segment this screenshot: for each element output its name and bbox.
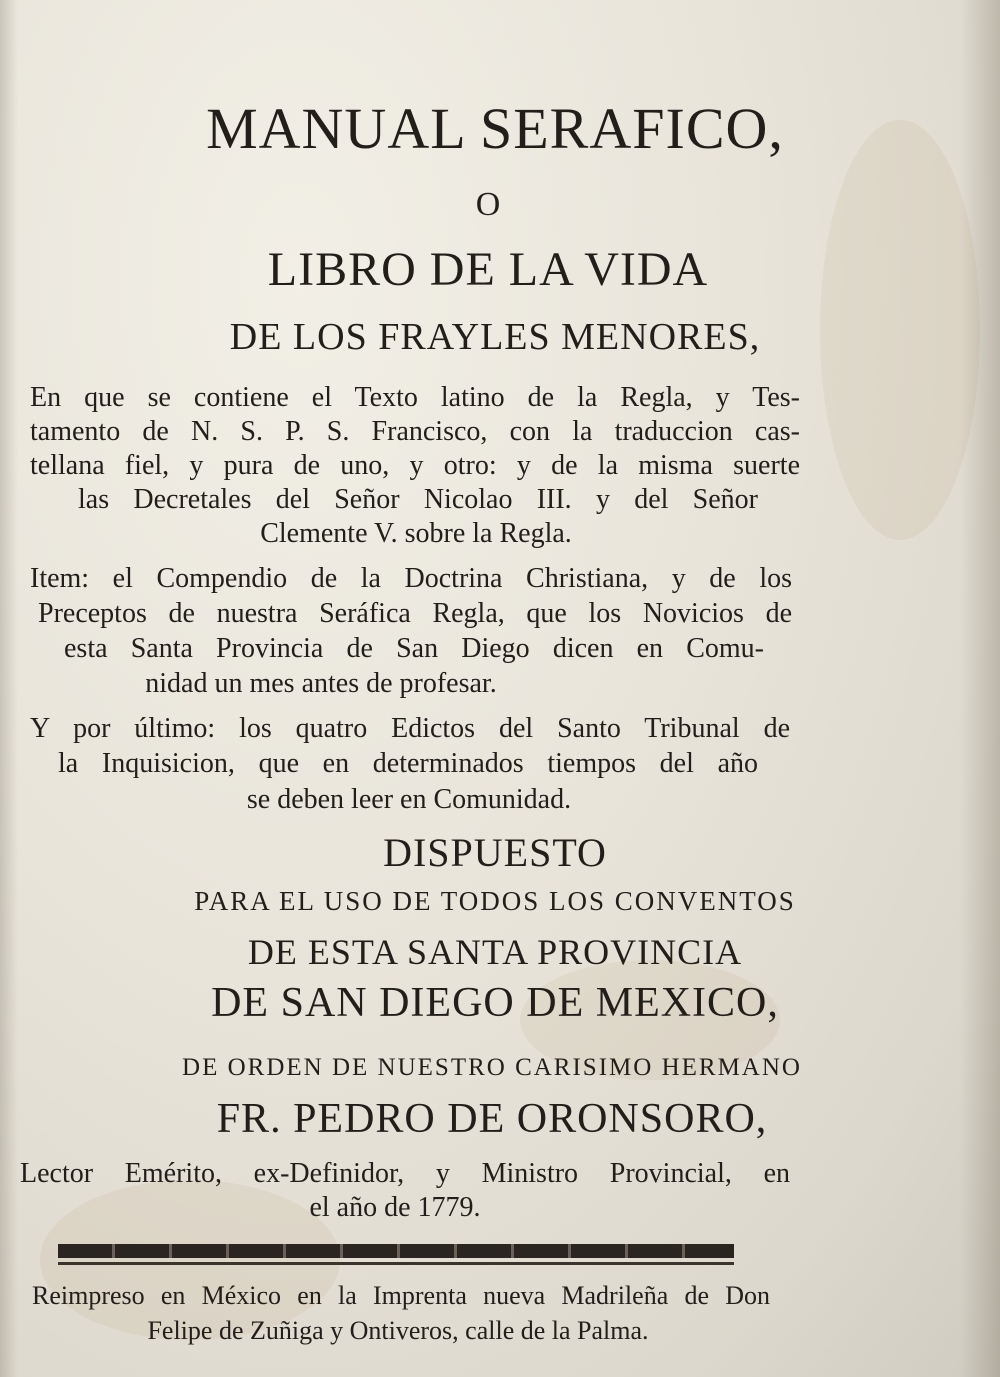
- title-line-3: LIBRO DE LA VIDA: [267, 243, 709, 296]
- dispuesto-heading: DISPUESTO: [383, 830, 607, 875]
- paragraph-1-line: tamento de N. S. P. S. Francisco, con la traduccion cas-: [30, 416, 800, 447]
- paragraph-4-line: Lector Emérito, ex-Definidor, y Ministro Provincial, en: [20, 1158, 790, 1189]
- decorative-rule: [58, 1244, 734, 1258]
- dispuesto-line-2: DE ESTA SANTA PROVINCIA: [247, 932, 743, 972]
- paragraph-1-line: las Decretales del Señor Nicolao III. y del Señor: [78, 484, 758, 515]
- paragraph-1-line: Clemente V. sobre la Regla.: [260, 518, 572, 549]
- decorative-rule-underline: [58, 1262, 734, 1265]
- imprint-line: Felipe de Zuñiga y Ontiveros, calle de la Palma.: [147, 1316, 649, 1345]
- imprint-line: Reimpreso en México en la Imprenta nueva Madrileña de Don: [32, 1281, 770, 1310]
- title-line-2: O: [475, 186, 501, 223]
- title-line-4: DE LOS FRAYLES MENORES,: [229, 316, 761, 358]
- dispuesto-line-1: PARA EL USO DE TODOS LOS CONVENTOS: [194, 886, 796, 916]
- title-line-1: MANUAL SERAFICO,: [206, 96, 784, 161]
- paragraph-3-line: se deben leer en Comunidad.: [246, 784, 572, 815]
- paragraph-2-line: esta Santa Provincia de San Diego dicen en Comu-: [64, 633, 764, 664]
- paragraph-3-line: Y por último: los quatro Edictos del Santo Tribunal de: [30, 713, 790, 744]
- dispuesto-line-3: DE SAN DIEGO DE MEXICO,: [211, 980, 779, 1026]
- author-name: FR. PEDRO DE ORONSORO,: [216, 1096, 768, 1142]
- paragraph-4-line: el año de 1779.: [309, 1192, 481, 1223]
- paragraph-3-line: la Inquisicion, que en determinados tiempos del año: [58, 748, 758, 779]
- paragraph-2-line: nidad un mes antes de profesar.: [145, 668, 497, 699]
- dispuesto-line-4: DE ORDEN DE NUESTRO CARISIMO HERMANO: [182, 1054, 802, 1081]
- paragraph-1-line: En que se contiene el Texto latino de la Regla, y Tes-: [30, 382, 800, 413]
- paragraph-2-line: Preceptos de nuestra Seráfica Regla, que los Novicios de: [38, 598, 792, 629]
- paragraph-1-line: tellana fiel, y pura de uno, y otro: y de la misma suerte: [30, 450, 800, 481]
- paragraph-2-line: Item: el Compendio de la Doctrina Christiana, y de los: [30, 563, 792, 594]
